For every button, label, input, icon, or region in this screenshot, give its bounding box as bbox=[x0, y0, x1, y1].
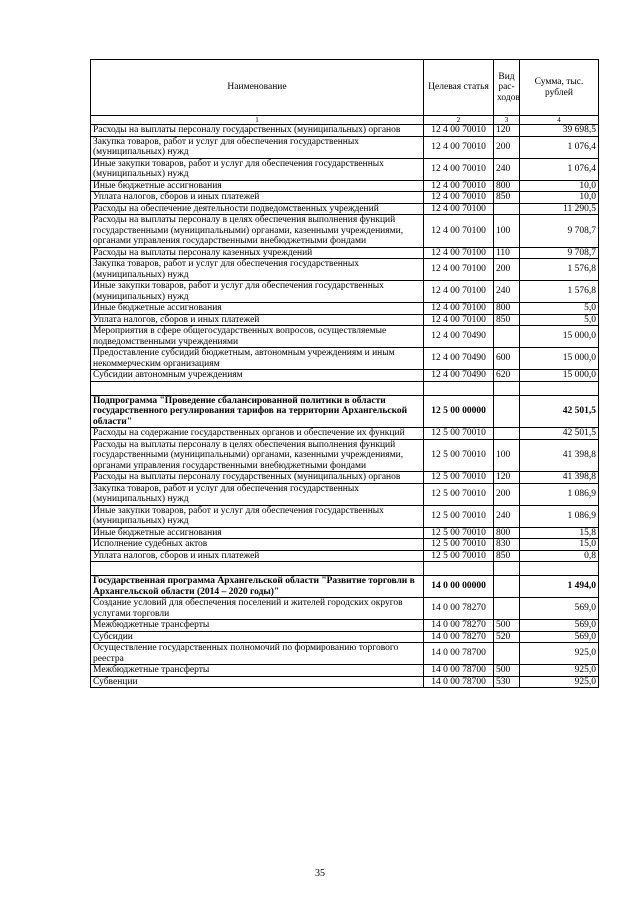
table-row bbox=[91, 370, 599, 382]
code-cell: 12 5 00 70010 bbox=[424, 439, 494, 472]
empty-cell bbox=[424, 562, 494, 576]
kind-cell: 850 bbox=[494, 550, 520, 562]
code-cell: 12 4 00 70490 bbox=[424, 348, 494, 370]
kind-cell: 520 bbox=[494, 631, 520, 643]
table-row bbox=[91, 665, 599, 677]
table-row bbox=[91, 620, 599, 632]
name-cell: Иные закупки товаров, работ и услуг для обеспечения государственных (муниципальных) нужд bbox=[91, 158, 424, 180]
kind-cell: 100 bbox=[494, 439, 520, 472]
sum-cell: 1 086,9 bbox=[520, 483, 599, 505]
table-row bbox=[91, 125, 599, 137]
name-cell: Государственная программа Архангельской области "Развитие торговли в Архангельской области (2014 – 2020 годы)" bbox=[91, 576, 424, 598]
name-cell: Расходы на обеспечение деятельности подведомственных учреждений bbox=[91, 203, 424, 215]
kind-cell: 100 bbox=[494, 215, 520, 248]
name-cell: Закупка товаров, работ и услуг для обеспечения государственных (муниципальных) нужд bbox=[91, 259, 424, 281]
table-row bbox=[91, 428, 599, 440]
kind-cell: 120 bbox=[494, 125, 520, 137]
code-cell: 12 5 00 70010 bbox=[424, 527, 494, 539]
column-number: 2 bbox=[424, 116, 494, 125]
table-row bbox=[91, 203, 599, 215]
name-cell: Закупка товаров, работ и услуг для обеспечения государственных (муниципальных) нужд bbox=[91, 136, 424, 158]
code-cell: 12 4 00 70100 bbox=[424, 259, 494, 281]
sum-cell: 15 000,0 bbox=[520, 326, 599, 348]
sum-cell: 1 076,4 bbox=[520, 136, 599, 158]
table-row bbox=[91, 303, 599, 315]
spacer-row bbox=[91, 562, 599, 576]
name-cell: Субвенции bbox=[91, 676, 424, 688]
kind-cell: 500 bbox=[494, 665, 520, 677]
page-number: 35 bbox=[315, 868, 325, 879]
code-cell: 12 5 00 00000 bbox=[424, 395, 494, 428]
name-cell: Мероприятия в сфере общегосударственных вопросов, осуществляемые подведомственными учреждениями bbox=[91, 326, 424, 348]
sum-cell: 41 398,8 bbox=[520, 472, 599, 484]
table-row bbox=[91, 247, 599, 259]
code-cell: 12 4 00 70100 bbox=[424, 303, 494, 315]
code-cell: 12 4 00 70100 bbox=[424, 215, 494, 248]
table-row bbox=[91, 192, 599, 204]
header-name: Наименование bbox=[91, 60, 424, 116]
spacer-row bbox=[91, 381, 599, 395]
kind-cell: 240 bbox=[494, 281, 520, 303]
name-cell: Создание условий для обеспечения поселений и жителей городских округов услугами торговли bbox=[91, 598, 424, 620]
table-row bbox=[91, 598, 599, 620]
kind-cell bbox=[494, 326, 520, 348]
kind-cell: 200 bbox=[494, 136, 520, 158]
name-cell: Уплата налогов, сборов и иных платежей bbox=[91, 550, 424, 562]
table-row bbox=[91, 643, 599, 665]
name-cell: Расходы на выплаты персоналу казенных учреждений bbox=[91, 247, 424, 259]
header-sum: Сумма, тыс. рублей bbox=[520, 60, 599, 116]
code-cell: 12 4 00 70100 bbox=[424, 314, 494, 326]
kind-cell: 240 bbox=[494, 505, 520, 527]
name-cell: Расходы на содержание государственных органов и обеспечение их функций bbox=[91, 428, 424, 440]
code-cell: 12 5 00 70010 bbox=[424, 428, 494, 440]
kind-cell: 530 bbox=[494, 676, 520, 688]
sum-cell: 15 000,0 bbox=[520, 370, 599, 382]
table-row bbox=[91, 439, 599, 472]
kind-cell: 850 bbox=[494, 314, 520, 326]
sum-cell: 569,0 bbox=[520, 620, 599, 632]
name-cell: Иные закупки товаров, работ и услуг для обеспечения государственных (муниципальных) нужд bbox=[91, 505, 424, 527]
sum-cell: 1 086,9 bbox=[520, 505, 599, 527]
code-cell: 12 4 00 70010 bbox=[424, 158, 494, 180]
name-cell: Осуществление государственных полномочий по формированию торгового реестра bbox=[91, 643, 424, 665]
sum-cell: 10,0 bbox=[520, 192, 599, 204]
sum-cell: 41 398,8 bbox=[520, 439, 599, 472]
table-row bbox=[91, 348, 599, 370]
kind-cell bbox=[494, 203, 520, 215]
column-number: 3 bbox=[494, 116, 520, 125]
code-cell: 12 4 00 70100 bbox=[424, 203, 494, 215]
name-cell: Субсидии bbox=[91, 631, 424, 643]
sum-cell: 925,0 bbox=[520, 676, 599, 688]
kind-cell bbox=[494, 643, 520, 665]
sum-cell: 5,0 bbox=[520, 314, 599, 326]
table-row bbox=[91, 180, 599, 192]
table-row bbox=[91, 136, 599, 158]
name-cell: Расходы на выплаты персоналу государственных (муниципальных) органов bbox=[91, 125, 424, 137]
kind-cell: 110 bbox=[494, 247, 520, 259]
sum-cell: 15 000,0 bbox=[520, 348, 599, 370]
table-header bbox=[91, 60, 599, 125]
code-cell: 14 0 00 78270 bbox=[424, 598, 494, 620]
table-row bbox=[91, 326, 599, 348]
name-cell: Уплата налогов, сборов и иных платежей bbox=[91, 192, 424, 204]
name-cell: Предоставление субсидий бюджетным, автономным учреждениям и иным некоммерческим организациям bbox=[91, 348, 424, 370]
sum-cell: 11 290,5 bbox=[520, 203, 599, 215]
empty-cell bbox=[520, 562, 599, 576]
sum-cell: 925,0 bbox=[520, 643, 599, 665]
kind-cell: 200 bbox=[494, 259, 520, 281]
header-code: Целевая статья bbox=[424, 60, 494, 116]
sum-cell: 569,0 bbox=[520, 631, 599, 643]
kind-cell bbox=[494, 395, 520, 428]
column-number-row bbox=[91, 116, 599, 125]
sum-cell: 1 576,8 bbox=[520, 281, 599, 303]
name-cell: Уплата налогов, сборов и иных платежей bbox=[91, 314, 424, 326]
kind-cell bbox=[494, 598, 520, 620]
code-cell: 12 4 00 70100 bbox=[424, 247, 494, 259]
name-cell: Субсидии автономным учреждениям bbox=[91, 370, 424, 382]
table-body bbox=[91, 125, 599, 688]
code-cell: 12 5 00 70010 bbox=[424, 472, 494, 484]
table-row bbox=[91, 314, 599, 326]
empty-cell bbox=[91, 562, 424, 576]
name-cell: Расходы на выплаты персоналу в целях обеспечения выполнения функций государственными (муниципальными) органами, казенными учреждениями, органами управления государственными внебюджетными фондами bbox=[91, 439, 424, 472]
sum-cell: 5,0 bbox=[520, 303, 599, 315]
kind-cell bbox=[494, 576, 520, 598]
kind-cell bbox=[494, 428, 520, 440]
column-number: 1 bbox=[91, 116, 424, 125]
code-cell: 14 0 00 78700 bbox=[424, 676, 494, 688]
table-row bbox=[91, 505, 599, 527]
table-row bbox=[91, 527, 599, 539]
sum-cell: 9 708,7 bbox=[520, 247, 599, 259]
sum-cell: 42 501,5 bbox=[520, 395, 599, 428]
table-row bbox=[91, 676, 599, 688]
empty-cell bbox=[494, 381, 520, 395]
table-row bbox=[91, 215, 599, 248]
code-cell: 12 4 00 70010 bbox=[424, 125, 494, 137]
name-cell: Иные бюджетные ассигнования bbox=[91, 303, 424, 315]
table-row bbox=[91, 631, 599, 643]
kind-cell: 800 bbox=[494, 303, 520, 315]
sum-cell: 1 494,0 bbox=[520, 576, 599, 598]
sum-cell: 1 576,8 bbox=[520, 259, 599, 281]
kind-cell: 800 bbox=[494, 180, 520, 192]
name-cell: Иные бюджетные ассигнования bbox=[91, 180, 424, 192]
kind-cell: 600 bbox=[494, 348, 520, 370]
name-cell: Иные бюджетные ассигнования bbox=[91, 527, 424, 539]
kind-cell: 800 bbox=[494, 527, 520, 539]
kind-cell: 200 bbox=[494, 483, 520, 505]
sum-cell: 9 708,7 bbox=[520, 215, 599, 248]
table-row bbox=[91, 472, 599, 484]
name-cell: Закупка товаров, работ и услуг для обеспечения государственных (муниципальных) нужд bbox=[91, 483, 424, 505]
sum-cell: 0,8 bbox=[520, 550, 599, 562]
budget-table bbox=[90, 59, 599, 688]
kind-cell: 240 bbox=[494, 158, 520, 180]
code-cell: 14 0 00 78700 bbox=[424, 665, 494, 677]
kind-cell: 620 bbox=[494, 370, 520, 382]
code-cell: 12 5 00 70010 bbox=[424, 550, 494, 562]
column-number: 4 bbox=[520, 116, 599, 125]
code-cell: 12 4 00 70010 bbox=[424, 192, 494, 204]
sum-cell: 15,0 bbox=[520, 539, 599, 551]
name-cell: Исполнение судебных актов bbox=[91, 539, 424, 551]
sum-cell: 925,0 bbox=[520, 665, 599, 677]
code-cell: 12 5 00 70010 bbox=[424, 483, 494, 505]
sum-cell: 569,0 bbox=[520, 598, 599, 620]
code-cell: 12 4 00 70010 bbox=[424, 136, 494, 158]
code-cell: 12 4 00 70490 bbox=[424, 370, 494, 382]
code-cell: 12 4 00 70100 bbox=[424, 281, 494, 303]
sum-cell: 42 501,5 bbox=[520, 428, 599, 440]
empty-cell bbox=[494, 562, 520, 576]
sum-cell: 15,8 bbox=[520, 527, 599, 539]
kind-cell: 500 bbox=[494, 620, 520, 632]
table-row bbox=[91, 483, 599, 505]
code-cell: 14 0 00 78270 bbox=[424, 631, 494, 643]
program-row bbox=[91, 395, 599, 428]
code-cell: 12 5 00 70010 bbox=[424, 539, 494, 551]
name-cell: Расходы на выплаты персоналу в целях обеспечения выполнения функций государственными (муниципальными) органами, казенными учреждениями, органами управления государственными внебюджетными фондами bbox=[91, 215, 424, 248]
code-cell: 12 5 00 70010 bbox=[424, 505, 494, 527]
empty-cell bbox=[424, 381, 494, 395]
header-kind: Вид рас-ходов bbox=[494, 60, 520, 116]
table-row bbox=[91, 550, 599, 562]
table-row bbox=[91, 281, 599, 303]
kind-cell: 850 bbox=[494, 192, 520, 204]
code-cell: 12 4 00 70490 bbox=[424, 326, 494, 348]
program-row bbox=[91, 576, 599, 598]
kind-cell: 120 bbox=[494, 472, 520, 484]
code-cell: 12 4 00 70010 bbox=[424, 180, 494, 192]
kind-cell: 830 bbox=[494, 539, 520, 551]
table-row bbox=[91, 539, 599, 551]
code-cell: 14 0 00 78270 bbox=[424, 620, 494, 632]
empty-cell bbox=[520, 381, 599, 395]
name-cell: Межбюджетные трансферты bbox=[91, 620, 424, 632]
name-cell: Подпрограмма "Проведение сбалансированной политики в области государственного регулирования тарифов на территории Архангельской области" bbox=[91, 395, 424, 428]
table-row bbox=[91, 259, 599, 281]
code-cell: 14 0 00 00000 bbox=[424, 576, 494, 598]
name-cell: Расходы на выплаты персоналу государственных (муниципальных) органов bbox=[91, 472, 424, 484]
table-row bbox=[91, 158, 599, 180]
code-cell: 14 0 00 78700 bbox=[424, 643, 494, 665]
sum-cell: 10,0 bbox=[520, 180, 599, 192]
name-cell: Иные закупки товаров, работ и услуг для обеспечения государственных (муниципальных) нужд bbox=[91, 281, 424, 303]
empty-cell bbox=[91, 381, 424, 395]
sum-cell: 39 698,5 bbox=[520, 125, 599, 137]
name-cell: Межбюджетные трансферты bbox=[91, 665, 424, 677]
sum-cell: 1 076,4 bbox=[520, 158, 599, 180]
